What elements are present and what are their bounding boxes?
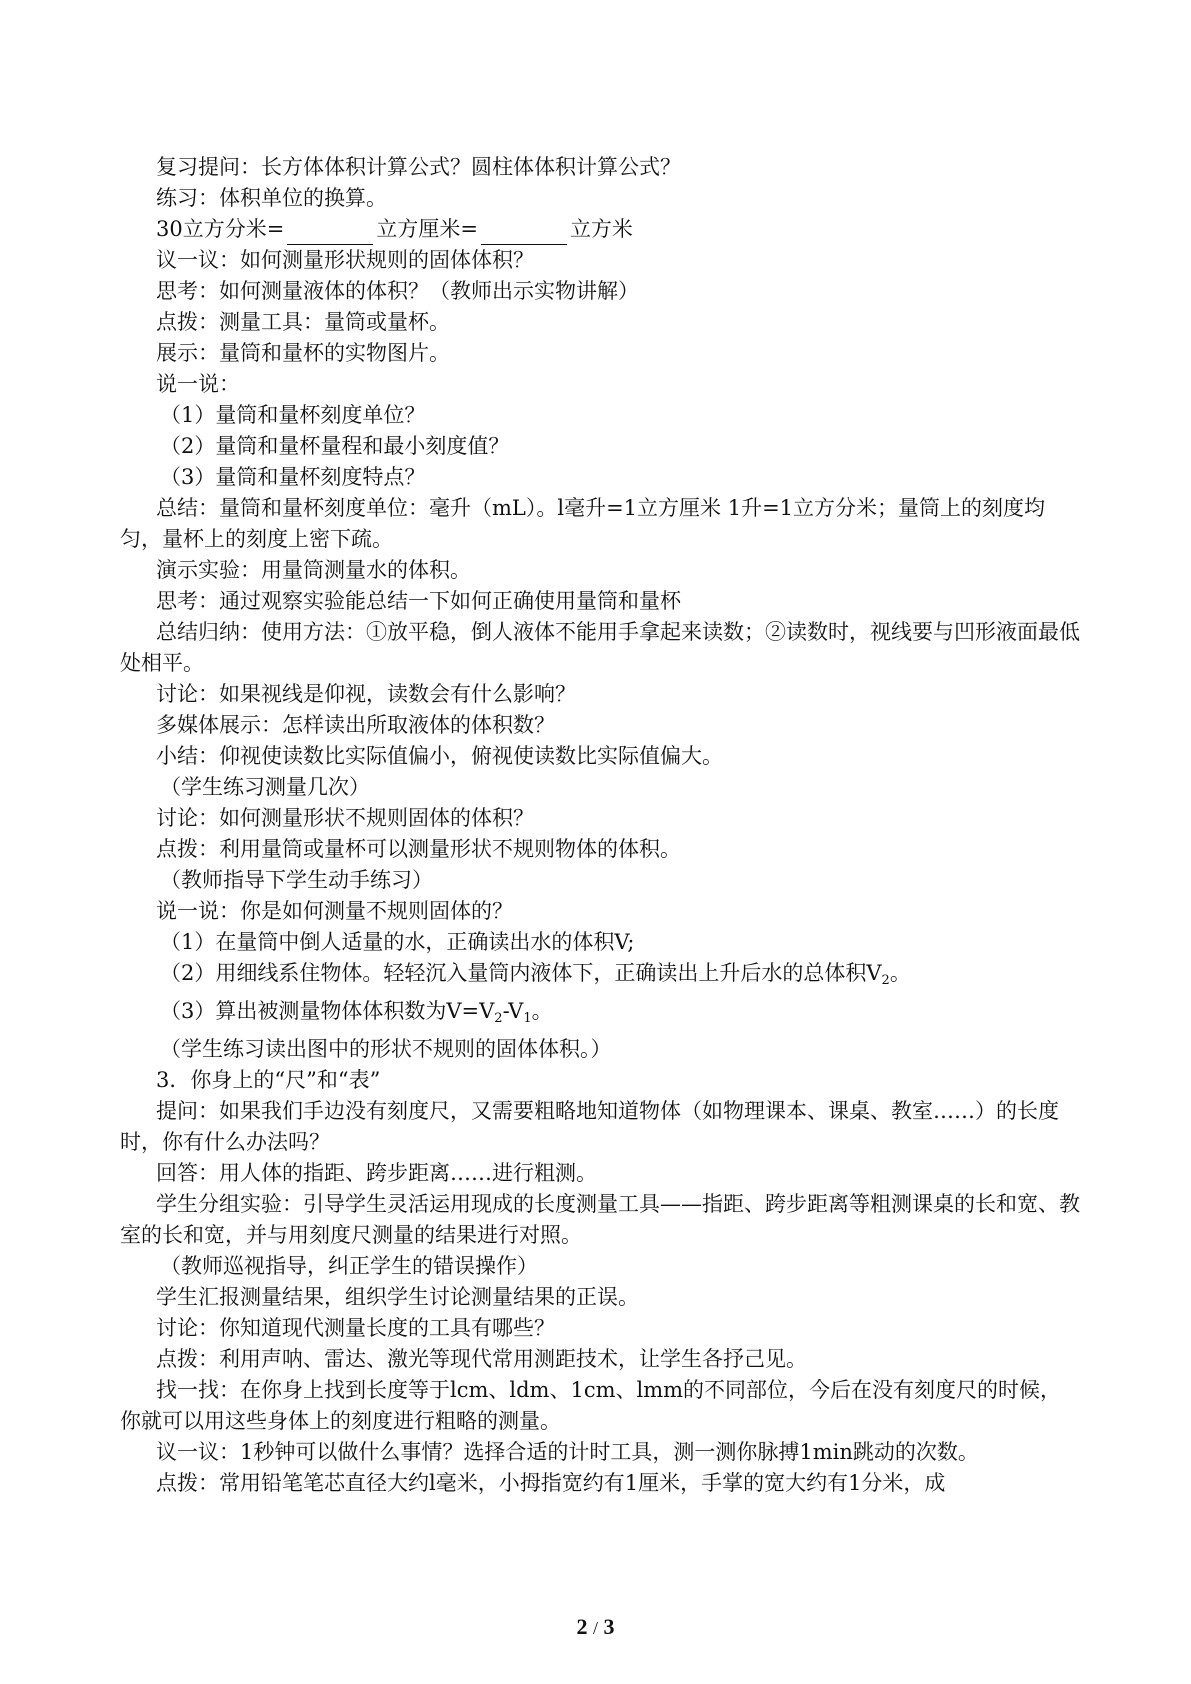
list-item: （2）量筒和量杯量程和最小刻度值？ <box>160 434 510 458</box>
paragraph: 展示：量筒和量杯的实物图片。 <box>156 341 450 365</box>
paragraph: 学生分组实验：引导学生灵活运用现成的长度测量工具——指距、跨步距离等粗测课桌的长和宽、教室的长和宽，并与用刻度尺测量的结果进行对照。 <box>120 1192 1080 1247</box>
exercise-text: 立方米 <box>569 217 633 241</box>
subscript: 2 <box>881 973 890 988</box>
paragraph: 议一议：1秒钟可以做什么事情？选择合适的计时工具，测一测你脉搏1min跳动的次数。 <box>156 1440 979 1464</box>
paragraph: 讨论：如何测量形状不规则固体的体积？ <box>156 806 534 830</box>
paragraph: 点拨：利用量筒或量杯可以测量形状不规则物体的体积。 <box>156 837 681 861</box>
list-item: （3）量筒和量杯刻度特点？ <box>160 465 426 489</box>
paragraph: 点拨：测量工具：量筒或量杯。 <box>156 310 450 334</box>
paragraph: 讨论：你知道现代测量长度的工具有哪些？ <box>156 1316 555 1340</box>
list-text: （2）用细线系住物体。轻轻沉入量筒内液体下，正确读出上升后水的总体积V <box>160 961 882 985</box>
page-number <box>0 1614 1191 1640</box>
exercise-text: 30立方分米= <box>156 217 285 241</box>
section-heading: 3．你身上的“尺”和“表” <box>156 1068 381 1092</box>
paragraph: 思考：如何测量液体的体积？（教师出示实物讲解） <box>156 279 639 303</box>
paragraph: 多媒体展示：怎样读出所取液体的体积数？ <box>156 713 555 737</box>
paragraph: （教师指导下学生动手练习） <box>160 868 433 892</box>
page-total: 3 <box>603 1614 615 1639</box>
paragraph: （教师巡视指导，纠正学生的错误操作） <box>160 1254 538 1278</box>
answer-blank <box>481 222 567 245</box>
document-body <box>120 152 1080 1499</box>
paragraph: 回答：用人体的指距、跨步距离……进行粗测。 <box>156 1161 597 1185</box>
paragraph: 总结：量筒和量杯刻度单位：毫升（mL）。l毫升=1立方厘米 1升=1立方分米；量筒上的刻度均匀，量杯上的刻度上密下疏。 <box>120 496 1046 551</box>
paragraph: 点拨：利用声呐、雷达、激光等现代常用测距技术，让学生各抒己见。 <box>156 1347 807 1371</box>
paragraph: （学生练习测量几次） <box>160 775 370 799</box>
list-text: （3）算出被测量物体体积数为V=V <box>160 999 495 1023</box>
paragraph: 复习提问：长方体体积计算公式？圆柱体体积计算公式？ <box>156 155 681 179</box>
list-text: 。 <box>889 961 911 985</box>
page-current: 2 <box>576 1614 588 1639</box>
paragraph: 点拨：常用铅笔笔芯直径大约l毫米，小拇指宽约有1厘米，手掌的宽大约有1分米，成 <box>156 1471 946 1495</box>
paragraph: 说一说：你是如何测量不规则固体的？ <box>156 899 513 923</box>
list-text: 。 <box>531 999 553 1023</box>
paragraph: 思考：通过观察实验能总结一下如何正确使用量筒和量杯 <box>156 589 681 613</box>
paragraph: 议一议：如何测量形状规则的固体体积？ <box>156 248 534 272</box>
list-item: （1）量筒和量杯刻度单位？ <box>160 403 426 427</box>
page-separator: / <box>592 1618 598 1638</box>
paragraph: 找一找：在你身上找到长度等于lcm、ldm、1cm、lmm的不同部位，今后在没有刻度尺的时候，你就可以用这些身体上的刻度进行粗略的测量。 <box>120 1378 1062 1433</box>
paragraph: 提问：如果我们手边没有刻度尺，又需要粗略地知道物体（如物理课本、课桌、教室……）的长度时，你有什么办法吗？ <box>120 1099 1059 1154</box>
paragraph: 小结：仰视使读数比实际值偏小，俯视使读数比实际值偏大。 <box>156 744 723 768</box>
list-text: -V <box>502 999 524 1023</box>
subscript: 2 <box>494 1011 503 1026</box>
list-item: （1）在量筒中倒人适量的水，正确读出水的体积V; <box>160 930 635 954</box>
exercise-text: 立方厘米= <box>376 217 478 241</box>
paragraph: （学生练习读出图中的形状不规则的固体体积。） <box>160 1037 612 1061</box>
answer-blank <box>287 222 373 245</box>
conversion-exercise <box>120 214 1080 245</box>
paragraph: 总结归纳：使用方法：①放平稳，倒人液体不能用手拿起来读数；②读数时，视线要与凹形液面最低处相平。 <box>120 620 1080 675</box>
paragraph: 演示实验：用量筒测量水的体积。 <box>156 558 471 582</box>
paragraph: 学生汇报测量结果，组织学生讨论测量结果的正误。 <box>156 1285 639 1309</box>
paragraph: 练习：体积单位的换算。 <box>156 186 387 210</box>
list-item <box>120 996 1080 1034</box>
subscript: 1 <box>523 1011 532 1026</box>
list-item <box>120 958 1080 996</box>
paragraph: 讨论：如果视线是仰视，读数会有什么影响？ <box>156 682 576 706</box>
paragraph: 说一说： <box>156 372 240 396</box>
